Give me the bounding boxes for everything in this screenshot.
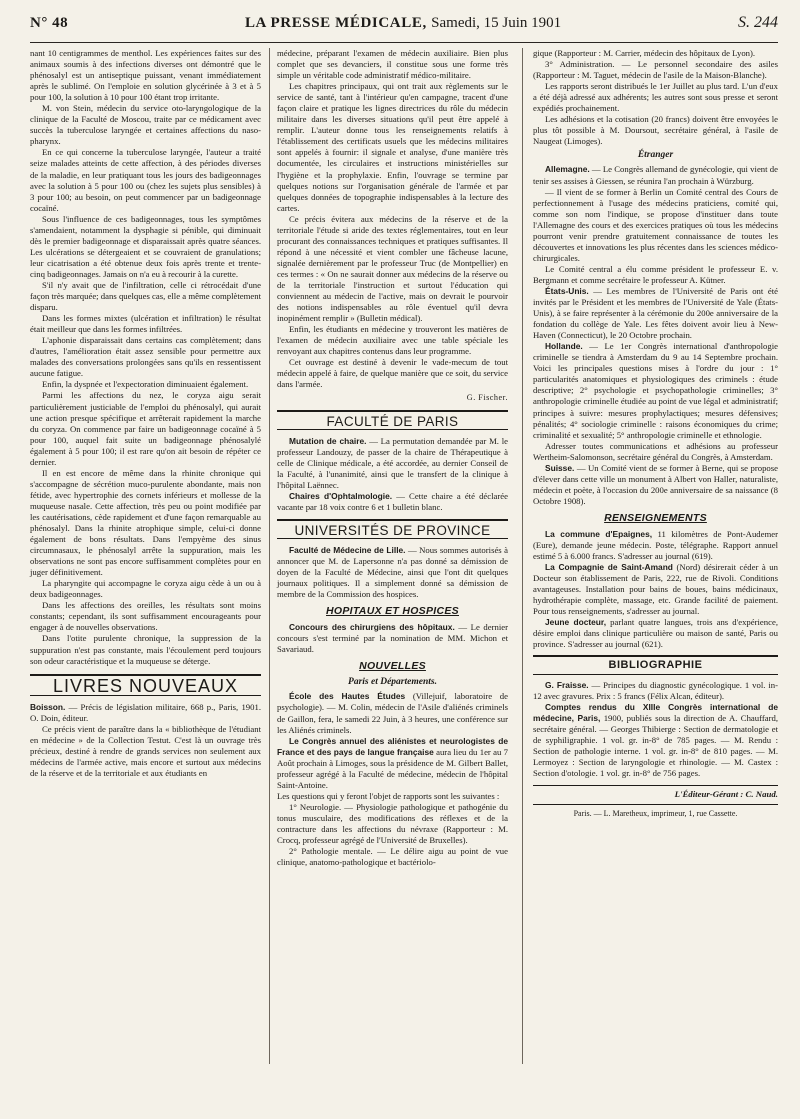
section-bibliographie: BIBLIOGRAPHIE (533, 655, 778, 674)
section-nouvelles: NOUVELLES (359, 660, 426, 673)
paragraph: gique (Rapporteur : M. Carrier, médecin des hôpitaux de Lyon). (533, 48, 756, 58)
item-lead: École des Hautes Études (289, 691, 406, 702)
paragraph: Les questions qui y feront l'objet de rapports sont les suivantes : (277, 790, 500, 801)
news-item (277, 545, 508, 600)
bibliographie-items (533, 680, 778, 779)
news-item (533, 529, 778, 562)
item-lead: Hollande. (545, 341, 583, 352)
subsection-etranger: Étranger (637, 150, 674, 161)
paragraph: médecine, préparant l'examen de médecin auxiliaire. Bien plus complet que ses devanciers, il constitue sous une forme très simple un véritable code administratif médico-militaire. (277, 48, 508, 81)
item-lead: Suisse. (545, 462, 575, 473)
item-text: — Le 1er Congrès international d'anthropologie criminelle se tiendra à Amsterdam du 9 au 14 Septembre prochain. Voici les principales questions mises à l'ordre du jour : 1° particularités anatomiques et physiologiques des criminels : étude descriptive; 2° psychologie et psychopathologie criminelles; 3° anthropologie criminelle étudiée au point de vue légal et administratif; principes à suivre: mesures prophylactiques; mesures défensives; pénalités; 4° sociologie criminelle : raisons économiques du crime; criminalité et sexualité; 5° anthropologie criminelle et ethnologie. (533, 341, 778, 440)
item-lead: Jeune docteur, (545, 617, 607, 628)
paragraph: Il en est encore de même dans la rhinite chronique qui s'accompagne de sécrétion muco-purulente abondante, mais non fétide, avec hypertrophie des cornets inférieurs et mollesse de la muqueuse nasale. Cette affection, très peu ou point modifiée par les cautérisations, cède rapidement et d'une façon remarquable au phénosalyl. Dans la rhinite atrophique simple, celui-ci donne également de bons résultats. Dans l'empyème des sinus circumnasaux, le phénosalyl arrête la suppuration, mais les observations ne sont pas encore suffisamment complètes pour en juger définitivement. (30, 467, 261, 578)
congress-questions (277, 791, 508, 868)
news-item (533, 441, 778, 463)
paragraph: S'il n'y avait que de l'infiltration, celle ci rétrocédait d'une façon très marquée; dans quelques cas, elle a même complètement disparu. (30, 279, 261, 313)
item-text: — La permutation demandée par M. le professeur Landouzy, de passer de la chaire de Thérapeutique à celle de Clinique médicale, a été accordée, au dernier Conseil de la Faculté, à l'unanimité, ainsi que le transfert de la clinique à l'hôpital Laënnec. (277, 435, 508, 490)
item-text: — Le dernier concours s'est terminé par la nomination de MM. Michon et Savariaud. (277, 622, 508, 655)
news-item (533, 187, 778, 264)
item-text: 11 kilomètres de Pont-Audemer (Eure), demande jeune médecin. Poste, télégraphe. Rapport annuel estimé 5 à 6.000 francs. S'adresser au journal (619). (533, 528, 778, 562)
news-item (533, 164, 778, 186)
item-text: — Nous sommes autorisés à annoncer que M. de Lapersonne n'a pas donné sa démission de doyen de la Faculté de Médecine, ainsi que l'ont dit quelques journaux politiques. Il a simplement donné sa démission de membre de la Commission des hospices. (277, 544, 508, 600)
news-item (533, 341, 778, 440)
newspaper-page (30, 0, 778, 1119)
paragraph: Enfin, la dyspnée et l'expectoration diminuaient également. (42, 379, 249, 390)
news-item (277, 691, 508, 735)
news-item (533, 702, 778, 779)
congress-continued (533, 48, 778, 147)
news-item (533, 562, 778, 617)
item-lead: Le Congrès annuel des aliénistes et neurologistes de France et des pays de langue française (277, 735, 508, 757)
etranger-items (533, 164, 778, 506)
nouvelles-items (277, 691, 508, 790)
news-item (533, 617, 778, 650)
section-renseignements: RENSEIGNEMENTS (604, 511, 707, 524)
paragraph: Parmi les affections du nez, le coryza aigu serait particulièrement justiciable de l'emploi du phénosalyl, qui aurait une action presque spécifique et arrêterait rapidement la marche du coryza. On commence par faire un badigeonnage cocaïné à 5 pour 100, auquel fait suite un badigeonnage phénosalylé également à 5 pour 100; il est rare qu'on ait besoin de répéter ce dernier. (30, 390, 261, 467)
section-universites: UNIVERSITÉS DE PROVINCE (277, 519, 508, 539)
item-text: — Il vient de se former à Berlin un Comité central des Cours de perfectionnement à l'usage des médecins praticiens, comité qui, comme son nom l'indique, se propose d'instituer dans toute l'Allemagne des cours et des exercices pratiques où tous les médecins pourront venir prendre gratuitement connaissance de toutes les découvertes et innovations les plus récentes dans les sciences médico-chirurgicales. (533, 186, 778, 263)
column-2 (277, 48, 508, 868)
item-text: (Villejuif, laboratoire de psychologie). — M. Colin, médecin de l'Asile d'aliénés criminels de Gaillon, fera, le samedi 22 Juin, à 3 heures, une conférence sur les Aliénés criminels. (277, 691, 508, 735)
faculte-items (277, 436, 508, 513)
review-signature: G. Fischer. (466, 393, 508, 403)
paragraph: Ce précis évitera aux médecins de la réserve et de la territoriale l'étude si aride des textes réglementaires, tout en leur procurant des connaissances techniques et pratiques suffisantes. Il répond à une nécessité et vient combler une fâcheuse lacune, signalée dernièrement par le professeur Truc (de Montpellier) en ces termes : « On ne saurait donner aux médecins de la réserve ou de la territoriale l'instruction et surtout l'éducation qui conviennent au médecin de l'active, mais on devrait le pourvoir des notions indispensables au rôle éventuel qu'il devra inopinément remplir » (Bulletin médical). (277, 213, 508, 324)
column-1-article (30, 48, 261, 667)
page-header (30, 14, 778, 43)
editor-manager: L'Éditeur-Gérant : C. Naud. (533, 785, 778, 800)
item-text: — Les membres de l'Université de Paris ont été invités par le Président et les membres de l'Université de Yale (États-Unis), à se faire représenter à la cérémonie du 200e anniversaire de la fondation du collège de Yale. Les fêtes doivent avoir lieu à New-Haven (Connecticut), le 20 Octobre prochain. (533, 285, 778, 341)
item-lead: La commune d'Epaignes, (545, 528, 653, 539)
book-review-continued (277, 48, 508, 390)
item-text: — Principes du diagnostic gynécologique. 1 vol. in-12 avec gravures. Prix : 5 francs (Félix Alcan, éditeur). (533, 679, 779, 701)
paragraph: Ce précis vient de paraître dans la « bibliothèque de l'étudiant en médecine » de la Collection Testut. C'est là un ouvrage très précieux, destiné à rendre de grands services non seulement aux médecins de l'armée active, mais encore et surtout aux médecins de la réserve et de la territoriale et aux étudiants en (30, 723, 261, 778)
news-item (533, 264, 778, 286)
item-text: parlant quatre langues, trois ans d'expérience, désire emploi dans clinique particulière ou maison de santé, Paris ou province. S'adresser au journal (621). (533, 617, 779, 650)
journal-title (245, 15, 561, 32)
item-lead: Concours des chirurgiens des hôpitaux. (289, 622, 455, 633)
printer-line: Paris. — L. Maretheux, imprimeur, 1, rue Cassette. (533, 804, 778, 819)
item-lead: États-Unis. (545, 285, 589, 296)
paragraph: Dans les formes mixtes (ulcération et infiltration) le résultat était meilleur que dans les formes infiltrées. (30, 313, 261, 335)
item-lead: Allemagne. (545, 164, 590, 175)
issue-number: N° 48 (30, 15, 69, 31)
paragraph: L'aphonie disparaissait dans certains cas complètement; dans d'autres, l'amélioration était assez sensible pour permettre aux malades des conversations prolongées sans qu'ils en ressentissent aucune fatigue. (30, 335, 261, 379)
book-author: Boisson. (30, 701, 66, 712)
news-item (533, 680, 778, 702)
book-title: — Précis de législation militaire, 668 p., Paris, 1901. O. Doin, éditeur. (30, 701, 261, 723)
column-3 (533, 48, 778, 819)
paragraph: Dans l'otite purulente chronique, la suppression de la suppuration n'est pas constante, mais l'écoulement perd toujours son odeur caractéristique et la muqueuse se déterge. (30, 633, 261, 666)
item-text: Adresser toutes communications et adhésions au professeur Wertheim-Salomonson, secrétaire général du Congrès, à Amsterdam. (533, 440, 778, 462)
paragraph: Enfin, les étudiants en médecine y trouveront les matières de l'examen de médecin auxiliaire avec une table spéciale les renvoyant aux chapitres contenus dans leur programme. (277, 324, 508, 357)
paragraph: 1° Neurologie. — Physiologie pathologique et pathogénie du tonus musculaire, des modifications des réflexes et de la contracture dans les affections du névraxe (Rapporteur : M. Crocq, professeur agrégé de l'Université de Bruxelles). (277, 801, 508, 846)
item-lead: Faculté de Médecine de Lille. (289, 544, 406, 555)
paragraph: 3° Administration. — Le personnel secondaire des asiles (Rapporteur : M. Taguet, médecin de l'asile de la Maison-Blanche). (533, 59, 778, 81)
item-text: — Un Comité vient de se former à Berne, qui se propose d'élever dans cette ville un monument à Albert von Haller, naturaliste, médecin et poète, à l'occasion du 200e anniversaire de sa naissance (8 Octobre 1908). (533, 462, 778, 506)
paragraph: Les adhésions et la cotisation (20 francs) doivent être envoyées le plus tôt possible à M. Doursout, secrétaire général, à l'asile de Naugeat (Limoges). (533, 114, 778, 147)
paragraph: Les rapports seront distribués le 1er Juillet au plus tard. L'un d'eux a été déjà adressé aux adhérents; les autres sont sous presse et seront expédiés prochainement. (533, 81, 778, 114)
item-text: — Cette chaire a été déclarée vacante par 18 voix contre 6 et 1 bulletin blanc. (277, 490, 509, 512)
column-rule-2 (522, 48, 523, 1064)
paragraph: La pharyngite qui accompagne le coryza aigu cède à un ou à deux badigeonnages. (30, 578, 261, 600)
paragraph: En ce qui concerne la tuberculose laryngée, l'auteur a traité seize malades atteints de cette affection, à des périodes diverses de la maladie, en leur pratiquant tous les jours des badigeonnages avec la solution à 5 pour 100 ou (chez les sujets plus sensibles) à 3 pour 100; au besoin, on peut commencer par un badigeonnage cocaïné. (30, 147, 261, 213)
item-text: aura lieu du 1er au 7 Août prochain à Limoges, sous la présidence de M. Gilbert Ballet, professeur agrégé à la Faculté de médecine, médecin de l'hôpital Saint-Antoine. (277, 746, 508, 790)
item-text: 1900, publiés sous la direction de A. Chauffard, secrétaire général. — Georges Thibierge : Section de dermatologie et de syphiligraphie. 1 vol. gr. in-8° de 785 pages. — M. Rendu : Section de pathologie interne. 1 vol. gr. in-8° de 810 pages. — M. Lermoyez : Section de laryngologie et rhinologie. — M. Castex : Section d'otologie. 1 vol. gr. in-8° de 756 pages. (533, 712, 779, 778)
section-faculte-de-paris: FACULTÉ DE PARIS (277, 410, 508, 430)
item-lead: G. Fraisse. (545, 679, 589, 690)
paragraph: Dans les affections des oreilles, les résultats sont moins constants; cependant, ils sont suffisamment encourageants pour engager à de nouvelles observations. (30, 600, 261, 633)
paragraph: nant 10 centigrammes de menthol. Les expériences faites sur des animaux soumis à des infections diverses ont démontré que le phénosalyl est un antiseptique puissant, venant immédiatement après le sublimé. On l'emploie en solution glycérinée à 3 et à 5 pour 100, la solution à 10 pour 100 étant trop irritante. (30, 48, 261, 103)
page-number: S. 244 (738, 14, 778, 31)
item-lead: La Compagnie de Saint-Amand (545, 562, 673, 573)
paragraph: M. von Stein, médecin du service oto-laryngologique de la clinique de la Faculté de Moscou, traite par ce médicament avec succès la tuberculose laryngée et certaines affections du naso-pharynx. (30, 103, 261, 147)
item-lead: Comptes rendus du XIIIe Congrès international de médecine, Paris, (533, 701, 778, 723)
item-text: (Nord) désirerait céder à un Docteur son établissement de Paris, 222, rue de Rivoli. Conditions avantageuses. Installation pour bains de boues, bains médicinaux, hydrothérapie complète, massage, etc. Grande facilité de paiement. Pour tous renseignements, s'adresser au journal. (533, 562, 778, 617)
renseignements-items (533, 529, 778, 651)
section-livres-nouveaux: LIVRES NOUVEAUX (30, 674, 261, 696)
item-text: Le Comité central a élu comme président le professeur E. v. Bergmann et comme secrétaire le professeur A. Kütner. (533, 263, 778, 285)
news-item (533, 286, 778, 341)
column-rule-1 (269, 48, 270, 1064)
news-item (277, 622, 508, 655)
item-text: — Le Congrès allemand de gynécologie, qui vient de tenir ses assises à Giessen, se réunira l'an prochain à Würzburg. (533, 164, 778, 186)
subsection-paris: Paris et Départements. (348, 677, 437, 688)
book-entry (30, 702, 261, 724)
news-item (277, 436, 508, 491)
news-item (277, 491, 508, 513)
paragraph: Cet ouvrage est destiné à devenir le vade-mecum de tout médecin appelé à faire, de quelque manière que ce soit, du service dans l'armée. (277, 357, 508, 390)
issue-date: Samedi, 15 Juin 1901 (431, 15, 562, 31)
journal-name: LA PRESSE MÉDICALE, (244, 15, 427, 31)
item-lead: Mutation de chaire. (289, 435, 367, 446)
section-hopitaux: HOPITAUX ET HOSPICES (326, 605, 459, 618)
news-item (533, 463, 778, 507)
news-item (277, 736, 508, 791)
column-1 (30, 48, 261, 779)
hopitaux-items (277, 622, 508, 655)
item-lead: Chaires d'Ophtalmologie. (289, 490, 393, 501)
book-review (30, 724, 261, 779)
paragraph: 2° Pathologie mentale. — Le délire aigu au point de vue clinique, anatomo-pathologique et bactériolo- (277, 846, 508, 868)
universites-items (277, 545, 508, 600)
paragraph: Les chapitres principaux, qui ont trait aux règlements sur le service de santé, tant à l'intérieur qu'en campagne, tracent d'une façon claire et pratique les lignes directrices du rôle du médecin militaire dans les diverses situations qu'il peut être appelé à remplir. L'auteur donne tous les renseignements relatifs à l'établissement des certificats usuels que les médecins militaires sont appelés à fournir: il signale et analyse, d'une manière très documentée, les circulaires et instructions ministérielles sur l'hygiène et la prophylaxie. Enfin, l'ouvrage se termine par quelques notions sur l'organisation générale de l'armée et par quelques données de topographie indispensables à la lecture des cartes. (277, 81, 508, 213)
paragraph: Sous l'influence de ces badigeonnages, tous les symptômes s'amendaient, notamment la dysphagie si pénible, qui diminuait dès le premier badigeonnage et disparaissait après quatre séances. Les ulcérations se détergeaient et se couvraient de granulations; leur cicatrisation a été obtenue deux fois après trente et trente-cinq badigeonnages. Jamais on n'a eu à recourir à la curette. (30, 213, 261, 279)
